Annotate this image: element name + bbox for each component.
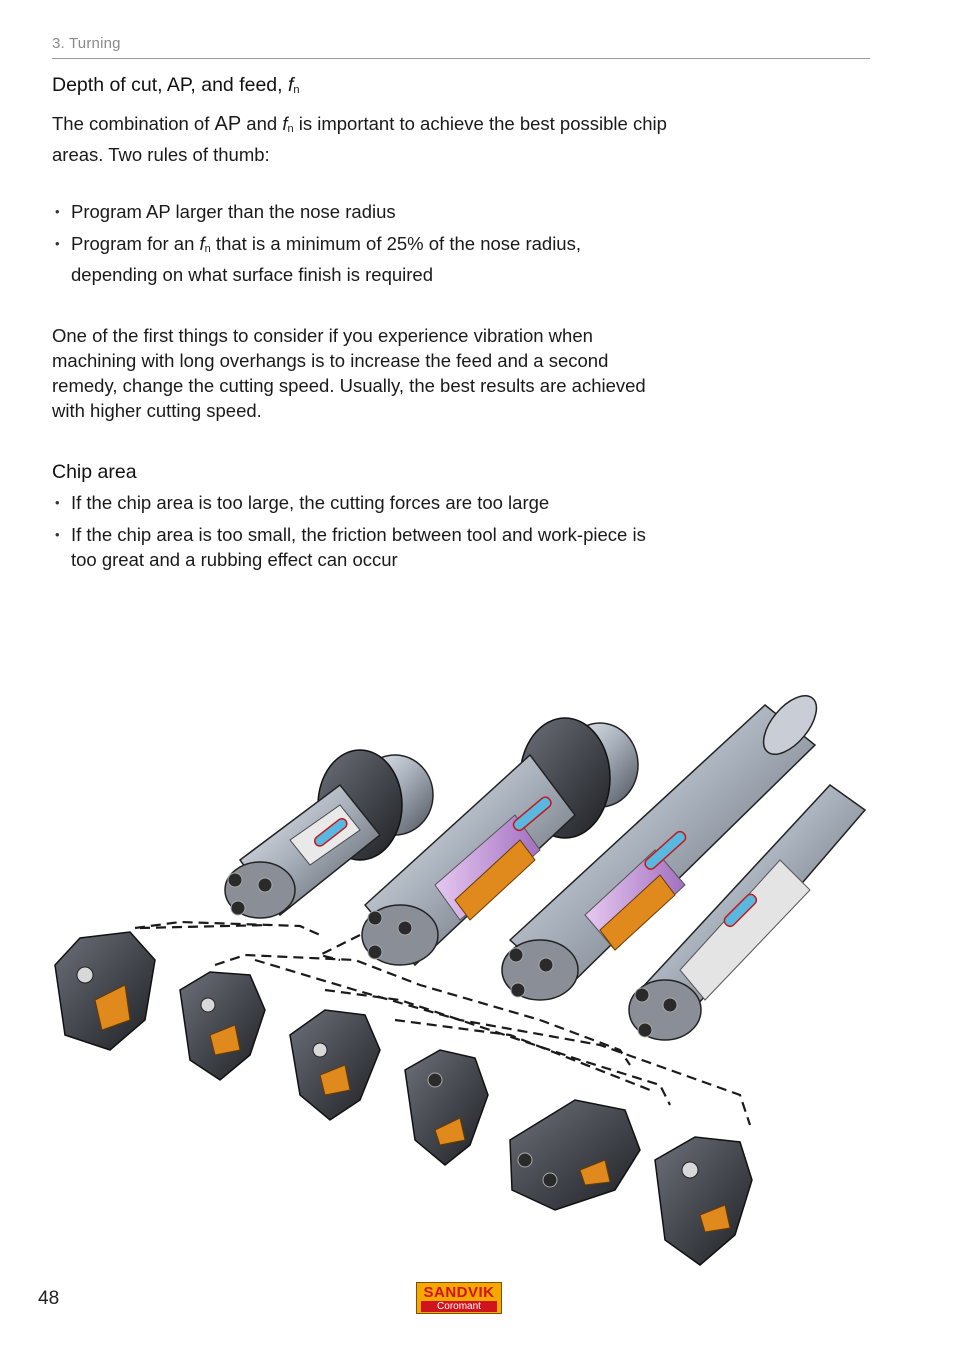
list-item bbox=[52, 522, 672, 572]
cutting-head-4 bbox=[405, 1050, 488, 1165]
rule-2-text-2: that is a minimum of 25% of the nose radius, depending on what surface finish is required bbox=[71, 233, 581, 285]
cutting-head-6 bbox=[655, 1137, 752, 1265]
main-content bbox=[52, 73, 672, 579]
rules-of-thumb-list bbox=[52, 199, 672, 287]
intro-text-1: The combination of bbox=[52, 113, 215, 134]
chip-area-2-text: If the chip area is too small, the friction between tool and work-piece is too great and a rubbing effect can occur bbox=[71, 524, 646, 570]
cutting-head-5 bbox=[510, 1100, 640, 1210]
cutting-head-2 bbox=[180, 972, 265, 1080]
intro-feed-symbol: f bbox=[282, 113, 288, 134]
logo-sub-text: Coromant bbox=[421, 1301, 497, 1312]
running-head: 3. Turning bbox=[52, 35, 121, 52]
rule-2-text-1: Program for an bbox=[71, 233, 200, 254]
logo-brand-text: SANDVIK bbox=[423, 1284, 495, 1301]
list-item bbox=[52, 199, 672, 224]
list-item bbox=[52, 490, 672, 515]
intro-feed-subscript: n bbox=[287, 123, 294, 135]
cutting-head-1 bbox=[55, 932, 155, 1050]
intro-text-2: and bbox=[241, 113, 283, 134]
cutting-head-3 bbox=[290, 1010, 380, 1120]
chip-area-1-text: If the chip area is too large, the cutting forces are too large bbox=[71, 492, 550, 513]
tool-illustration bbox=[40, 690, 880, 1270]
rule-2-feed-symbol: f bbox=[199, 233, 205, 254]
heading-feed-symbol: f bbox=[287, 74, 294, 96]
list-item bbox=[52, 231, 672, 287]
page-number: 48 bbox=[38, 1288, 60, 1309]
chip-area-list bbox=[52, 490, 672, 572]
intro-paragraph bbox=[52, 111, 672, 167]
intro-text-3: is important to achieve the best possible chip areas. Two rules of thumb: bbox=[52, 113, 667, 165]
rule-1-text: Program AP larger than the nose radius bbox=[71, 201, 396, 222]
heading-depth-of-cut-text: Depth of cut, AP, and feed, bbox=[52, 74, 288, 96]
rule-2-feed-subscript: n bbox=[204, 243, 211, 255]
heading-chip-area: Chip area bbox=[52, 461, 137, 483]
sandvik-coromant-logo bbox=[416, 1282, 502, 1314]
heading-feed-subscript: n bbox=[293, 84, 300, 96]
intro-ap: AP bbox=[214, 113, 242, 135]
header-rule bbox=[52, 58, 870, 59]
heading-depth-of-cut bbox=[52, 73, 672, 103]
vibration-paragraph: One of the first things to consider if you experience vibration when machining with long overhangs is to increase the feed and a second remedy, change the cutting speed. Usually, the best results are achieved with higher cutting speed. bbox=[52, 325, 646, 421]
